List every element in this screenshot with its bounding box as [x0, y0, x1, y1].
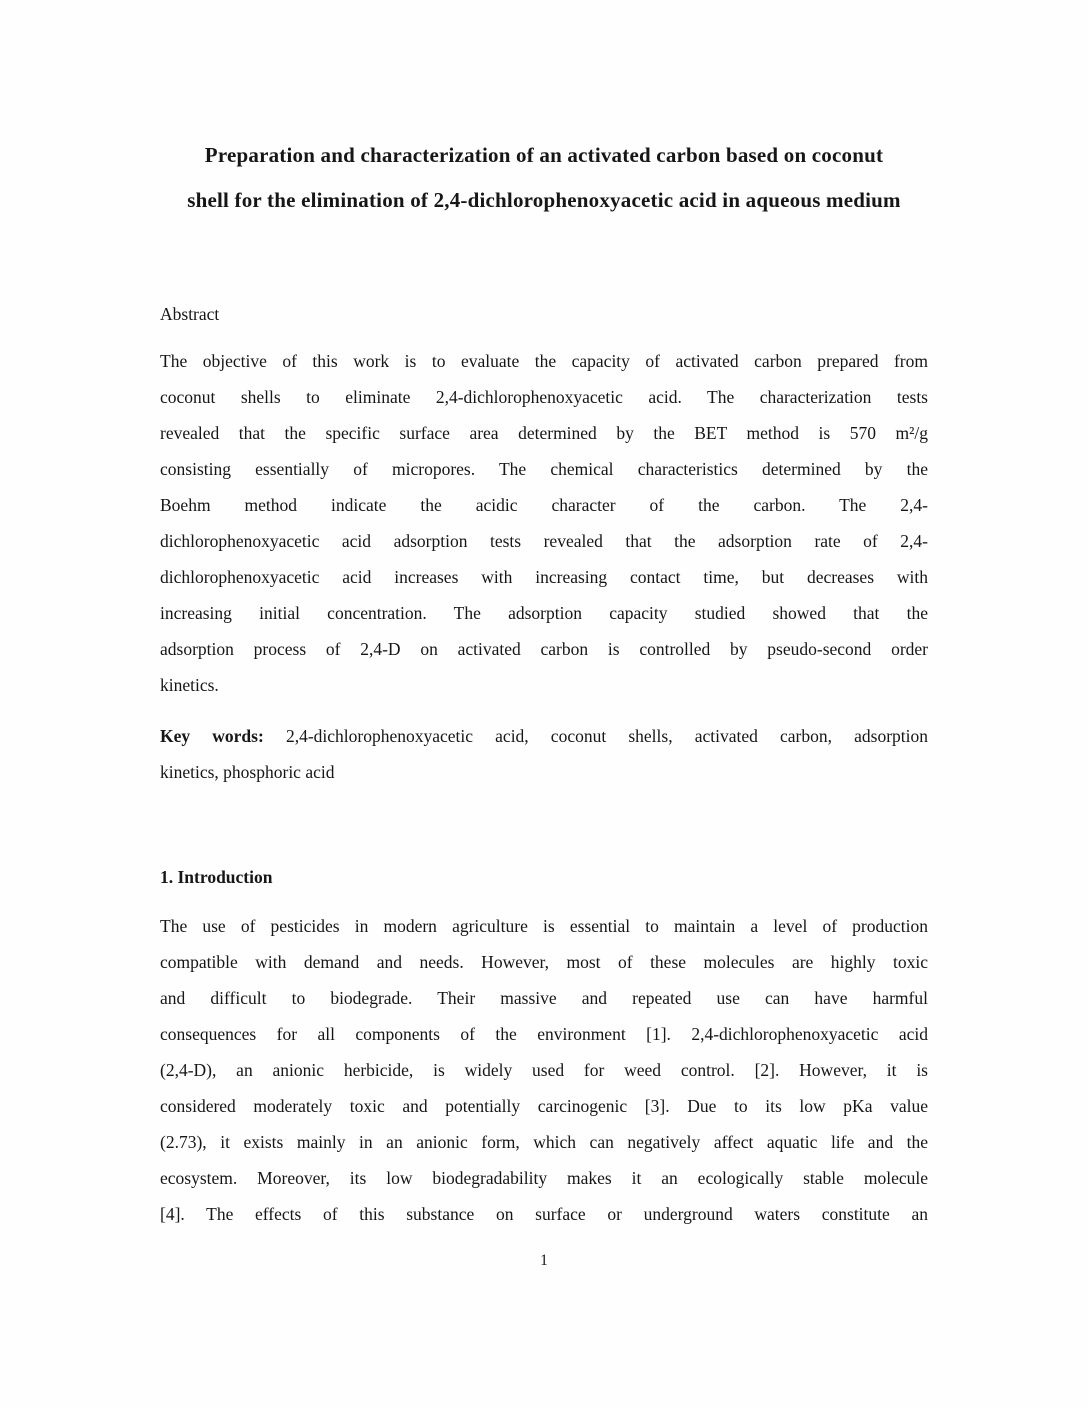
text-line: considered moderately toxic and potentially carcinogenic [3]. Due to its low pKa value: [160, 1096, 928, 1116]
keywords-text: 2,4-dichlorophenoxyacetic acid, coconut shells, activated carbon, adsorption: [285, 726, 929, 746]
keywords-label: Key words:: [160, 726, 264, 746]
abstract-paragraph: [160, 343, 928, 703]
keywords-paragraph: [160, 718, 928, 790]
text-line: kinetics.: [160, 675, 219, 695]
text-line: (2.73), it exists mainly in an anionic form, which can negatively affect aquatic life and the: [160, 1132, 928, 1152]
keywords-line-1: [160, 718, 928, 754]
text-line: The use of pesticides in modern agriculture is essential to maintain a level of production: [160, 916, 928, 936]
introduction-paragraph: [160, 908, 928, 1232]
text-line: adsorption process of 2,4-D on activated carbon is controlled by pseudo-second order: [160, 639, 928, 659]
paper-title: [160, 133, 928, 223]
text-line: (2,4-D), an anionic herbicide, is widely used for weed control. [2]. However, it is: [160, 1060, 928, 1080]
text-line: compatible with demand and needs. However, most of these molecules are highly toxic: [160, 952, 928, 972]
page-number: 1: [540, 1252, 548, 1269]
introduction-heading: 1. Introduction: [160, 867, 273, 887]
paper-title-line-1: Preparation and characterization of an activated carbon based on coconut: [204, 143, 884, 167]
text-line: consisting essentially of micropores. The chemical characteristics determined by the: [160, 459, 928, 479]
paper-title-line-2: shell for the elimination of 2,4-dichlorophenoxyacetic acid in aqueous medium: [187, 188, 901, 212]
text-line: and difficult to biodegrade. Their massive and repeated use can have harmful: [160, 988, 928, 1008]
text-line: Boehm method indicate the acidic character of the carbon. The 2,4-: [160, 495, 928, 515]
text-line: revealed that the specific surface area determined by the BET method is 570 m²/g: [160, 423, 928, 443]
text-line: increasing initial concentration. The adsorption capacity studied showed that the: [160, 603, 928, 623]
text-line: [4]. The effects of this substance on surface or underground waters constitute an: [160, 1204, 928, 1224]
text-line: dichlorophenoxyacetic acid adsorption tests revealed that the adsorption rate of 2,4-: [160, 531, 928, 551]
abstract-heading: Abstract: [160, 304, 220, 324]
keywords-line-2: kinetics, phosphoric acid: [160, 762, 335, 782]
text-line: dichlorophenoxyacetic acid increases with increasing contact time, but decreases with: [160, 567, 928, 587]
text-line: ecosystem. Moreover, its low biodegradability makes it an ecologically stable molecule: [160, 1168, 928, 1188]
text-line: The objective of this work is to evaluate the capacity of activated carbon prepared from: [160, 351, 928, 371]
text-line: coconut shells to eliminate 2,4-dichlorophenoxyacetic acid. The characterization tests: [160, 387, 928, 407]
text-line: consequences for all components of the environment [1]. 2,4-dichlorophenoxyacetic acid: [160, 1024, 928, 1044]
